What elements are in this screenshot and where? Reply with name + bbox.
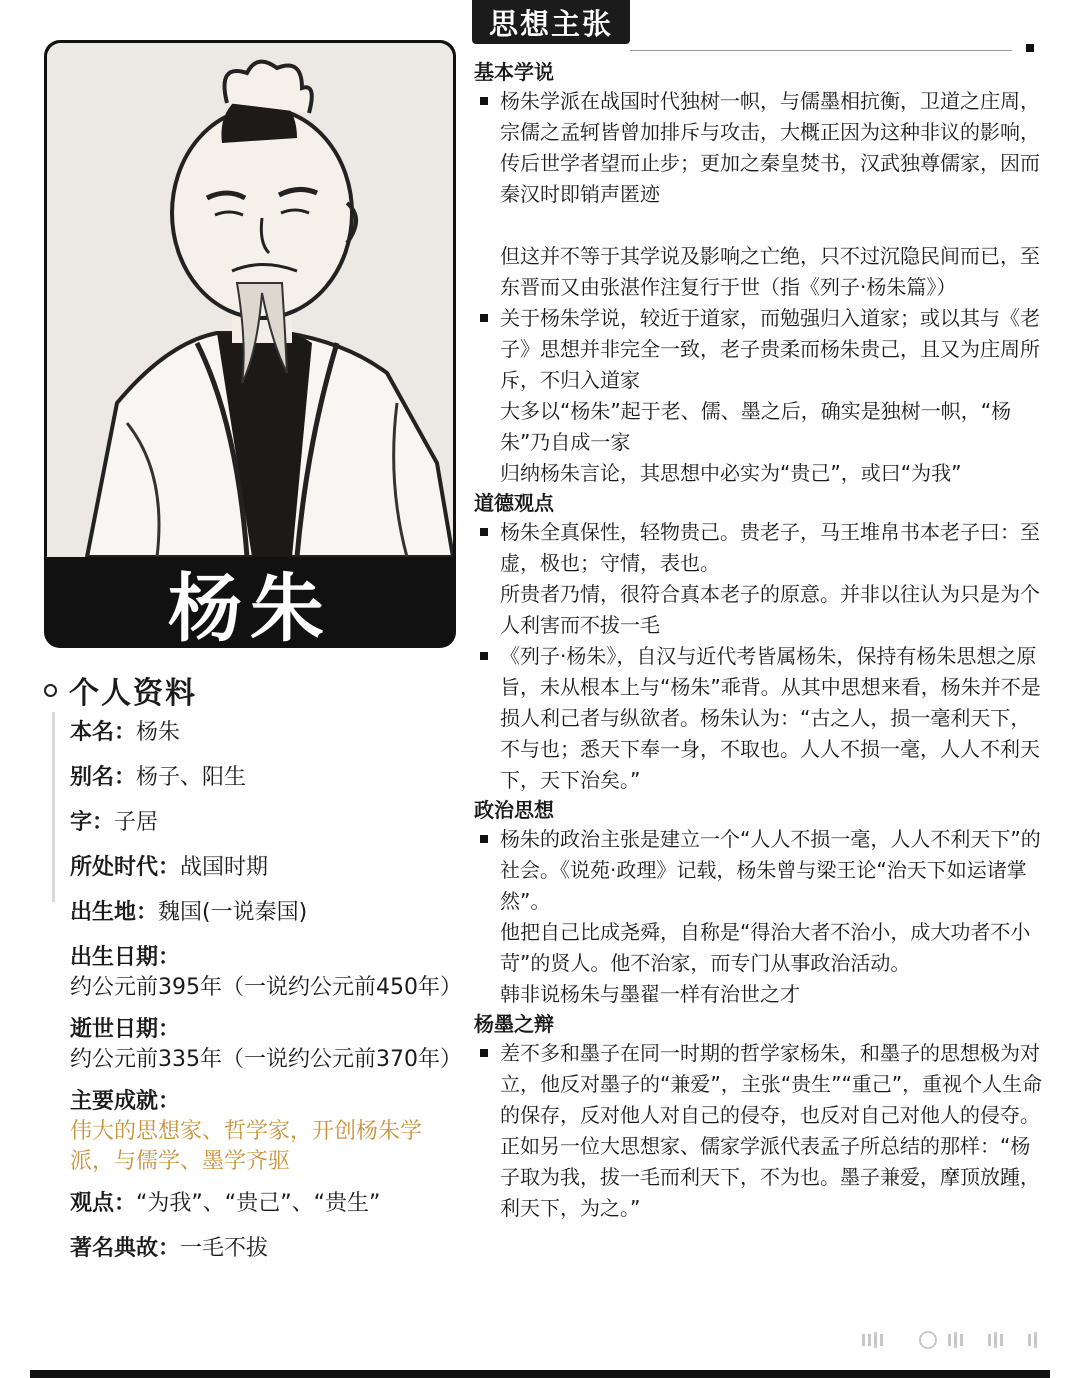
portrait-image (47, 43, 453, 557)
field-value: 一毛不拔 (180, 1236, 269, 1261)
paragraph: 但这并不等于其学说及影响之亡绝，只不过沉隐民间而已，至东晋而又由张湛作注复行于世（指《列子·杨朱篇》） (500, 244, 1040, 299)
profile-divider (52, 712, 55, 902)
field-label: 出生日期： (70, 945, 181, 970)
field-viewpoint (70, 1189, 460, 1219)
field-label: 逝世日期： (70, 1017, 181, 1042)
paragraph: 《列子·杨朱》，自汉与近代考皆属杨朱，保持有杨朱思想之原旨，未从根本上与“杨朱”乖背。从其中思想来看，杨朱并不是损人利己者与纵欲者。杨朱认为：“古之人，损一毫利天下，不与也；悉天下奉一身，不取也。人人不损一毫，人人不利天下，天下治矣。” (500, 644, 1041, 792)
field-label: 所处时代： (70, 855, 181, 880)
field-value: 约公元前335年（一说约公元前370年） (70, 1047, 462, 1072)
field-label: 观点： (70, 1191, 137, 1216)
square-bullet-icon (480, 528, 488, 536)
list-item (474, 303, 1046, 489)
profile-list (70, 718, 460, 1279)
thought-content (474, 58, 1046, 1224)
square-bullet-icon (480, 1049, 488, 1057)
subhead-basic-doctrine: 基本学说 (474, 60, 554, 84)
field-value: 杨子、阳生 (136, 765, 247, 790)
field-label: 本名： (70, 720, 137, 745)
paragraph: 杨朱学派在战国时代独树一帜，与儒墨相抗衡，卫道之庄周，宗儒之孟轲皆曾加排斥与攻击，大概正因为这种非议的影响，传后世学者望而止步；更加之秦皇焚书，汉武独尊儒家，因而秦汉时即销声匿迹 (500, 89, 1040, 206)
profile-heading (44, 668, 197, 712)
paragraph: 正如另一位大思想家、儒家学派代表孟子所总结的那样：“杨子取为我，拔一毛而利天下，不为也。墨子兼爱，摩顶放踵，利天下，为之。” (500, 1134, 1040, 1220)
bottom-bar (30, 1370, 1050, 1378)
field-value: 杨朱 (136, 720, 181, 745)
paragraph: 他把自己比成尧舜，自称是“得治大者不治小，成大功者不小苛”的贤人。他不治家，而专门从事政治活动。 (500, 920, 1031, 975)
circle-bullet-icon (44, 684, 57, 697)
field-value: 伟大的思想家、哲学家，开创杨朱学派，与儒学、墨学齐驱 (70, 1119, 423, 1174)
paragraph: 大多以“杨朱”起于老、儒、墨之后，确实是独树一帜，“杨朱”乃自成一家 (500, 399, 1012, 454)
field-era (70, 853, 460, 883)
list-item (474, 641, 1046, 796)
profile-heading-label: 个人资料 (69, 676, 197, 711)
watermark-logo (858, 1326, 1054, 1352)
list-item (474, 517, 1046, 641)
paragraph: 韩非说杨朱与墨翟一样有治世之才 (500, 982, 800, 1006)
field-achievement (70, 1087, 460, 1177)
square-bullet-icon (480, 652, 488, 660)
square-marker-icon (1026, 44, 1034, 52)
header-rule (630, 50, 1012, 51)
subhead-moral-view: 道德观点 (474, 491, 554, 515)
square-bullet-icon (480, 314, 488, 322)
paragraph: 杨朱的政治主张是建立一个“人人不损一毫，人人不利天下”的社会。《说苑·政理》记载，杨朱曾与梁王论“治天下如运诸掌然”。 (500, 827, 1041, 913)
field-birthplace (70, 898, 460, 928)
paragraph: 差不多和墨子在同一时期的哲学家杨朱，和墨子的思想极为对立，他反对墨子的“兼爱”，主张“贵生”“重己”，重视个人生命的保存，反对他人对自己的侵夺，也反对自己对他人的侵夺。 (500, 1041, 1043, 1127)
field-label: 出生地： (70, 900, 159, 925)
field-death-date (70, 1015, 460, 1075)
square-bullet-icon (480, 835, 488, 843)
field-label: 著名典故： (70, 1236, 181, 1261)
field-value: 子居 (114, 810, 159, 835)
section-tab: 思想主张 (472, 0, 630, 44)
paragraph: 所贵者乃情，很符合真本老子的原意。并非以往认为只是为个人利害而不拔一毛 (500, 582, 1040, 637)
field-birth-date (70, 943, 460, 1003)
list-item (474, 86, 1046, 303)
subhead-yang-mo-debate: 杨墨之辩 (474, 1012, 554, 1036)
square-bullet-icon (480, 97, 488, 105)
list-item (474, 1038, 1046, 1224)
field-value: 魏国(一说秦国) (158, 900, 308, 925)
paragraph: 杨朱全真保性，轻物贵己。贵老子，马王堆帛书本老子曰：至虚，极也；守情，表也。 (500, 520, 1040, 575)
field-alias (70, 763, 460, 793)
portrait-name: 杨朱 (168, 566, 332, 648)
field-courtesy-name (70, 808, 460, 838)
paragraph: 归纳杨朱言论，其思想中必实为“贵己”，或曰“为我” (500, 461, 962, 485)
field-value: 约公元前395年（一说约公元前450年） (70, 975, 462, 1000)
field-label: 主要成就： (70, 1089, 181, 1114)
field-name (70, 718, 460, 748)
field-label: 字： (70, 810, 115, 835)
field-value: “为我”、“贵己”、“贵生” (136, 1191, 381, 1216)
field-famous-story (70, 1234, 460, 1264)
field-label: 别名： (70, 765, 137, 790)
paragraph: 关于杨朱学说，较近于道家，而勉强归入道家；或以其与《老子》思想并非完全一致，老子贵柔而杨朱贵己，且又为庄周所斥，不归入道家 (500, 306, 1040, 392)
field-value: 战国时期 (180, 855, 269, 880)
list-item (474, 824, 1046, 1010)
portrait-card (44, 40, 456, 648)
subhead-political-thought: 政治思想 (474, 798, 554, 822)
